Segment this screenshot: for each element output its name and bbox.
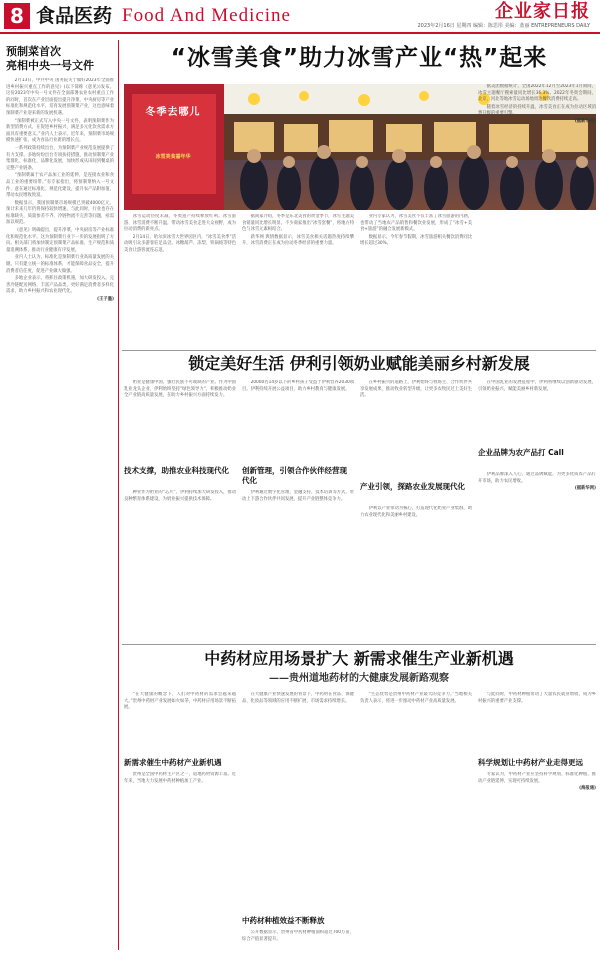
article2-paragraph: 伊利品牌深入人心，通过品牌赋能，为更多优质农产品打开市场，助力农民增收。 <box>478 472 596 484</box>
article-separator <box>122 644 596 645</box>
sidebar-headline-line1: 预制菜首次 <box>6 45 61 58</box>
article2-column-3 <box>360 380 472 480</box>
article1-paragraph: 业内专家认为，冰雪美食不仅丰富了冰雪旅游的内涵，也带动了当地农产品销售和餐饮业发展，形成了“冰雪+美食+旅游”的融合发展新模式。 <box>360 214 472 233</box>
section-title-en: Food And Medicine <box>122 5 291 26</box>
article2-paragraph: 在乡村振兴的道路上，伊利始终与牧场主、合作伙伴共享发展成果，推动牧业转型升级，让更多农牧民过上美好生活。 <box>360 380 472 399</box>
article3-paragraph: “生态优势是贵州中药材产业最大的竞争力。”当地相关负责人表示，将进一步推动中药材产业高质量发展。 <box>360 692 472 704</box>
sidebar-paragraph: 一系列政策持续出台，为预制菜产业规范发展提供了有力支撑。多地纷纷出台专项扶持措施，推动预制菜产业集群化、标准化、品牌化发展，加快形成从田间到餐桌的完整产业链条。 <box>6 145 114 171</box>
newspaper-brand: 企业家日报 <box>495 1 590 22</box>
sidebar-headline <box>6 45 114 73</box>
article3-column-2b <box>242 930 354 950</box>
article2-paragraph: 伊利以产业带动为核心，打造现代化奶业产业集群，助力农业现代化和美丽乡村建设。 <box>360 506 472 518</box>
article2-paragraph: 奶业是健康中国、强壮民族不可或缺的产业。作为中国乳业龙头企业，伊利始终坚持“绿色领导力”，积极推动奶业全产业链高质量发展，在助力乡村振兴方面持续发力。 <box>124 380 236 399</box>
article2-paragraph: 20000名14岁以下的乡村孩子受益于伊利营养2030项目。伊利持续开展公益项目，助力乡村教育与健康发展。 <box>242 380 354 392</box>
sidebar-paragraph: 《意见》明确提出，提升净菜、中央厨房等产业标准化和规范化水平。这为预制菜行业下一步的发展指明了方向。相关部门将加快制定预制菜产品标准、生产规范和质量追溯体系，推动行业健康有序发展。 <box>6 228 114 253</box>
article2-column-4b <box>478 472 596 640</box>
article2-column-1b <box>124 490 236 640</box>
sidebar-paragraph: 2月13日，中共中央 国务院关于做好2023年全面推进乡村振兴重点工作的意见》(以下简称《意见》)发布。这份2023年中央一号文件在全面部署农业农村重点工作的同时，首次在产业层面提出提升净菜、中央厨房等产业标准化和规范化水平，培育发展预制菜产业，这也意味着预制菜产业迎来新的发展机遇。 <box>6 78 114 116</box>
article1-paragraph: 随着冰雪经济的持续升温，冰雪美食正在成为拉动区域消费升级的重要引擎。 <box>478 104 596 117</box>
article1-byline: (据新华网) <box>574 118 596 124</box>
article1-column-2 <box>242 214 354 348</box>
article2-column-4 <box>478 380 596 446</box>
article3-column-1b <box>124 772 236 948</box>
article2-column-2 <box>242 380 354 464</box>
sidebar-paragraph: 多地企业表示，将抓住政策机遇，加大研发投入，完善冷链配送网络，丰富产品品类，更好满足消费者多样化需求，助力乡村振兴和农业现代化。 <box>6 276 114 295</box>
masthead <box>0 0 600 34</box>
article1-headline: “冰雪美食”助力冰雪产业“热”起来 <box>170 45 548 71</box>
sidebar-headline-line2: 亮相中央一号文件 <box>6 59 94 72</box>
article3-column-4 <box>478 692 596 752</box>
article3-column-2 <box>242 692 354 914</box>
article3-headline: 中药材应用场景扩大 新需求催生产业新机遇 <box>204 649 514 668</box>
article2-paragraph: 种业作为奶业的“芯片”，伊利持续加大研发投入，推动良种繁育体系建设，为奶业振兴提供技术保障。 <box>124 490 236 502</box>
article3-paragraph: 在大健康产业快速发展的背景下，中药材在食品、保健品、化妆品等领域的应用不断扩展，市场需求持续增长。 <box>242 692 354 704</box>
article2-column-2b <box>242 490 354 640</box>
article1-column-1 <box>124 214 236 348</box>
article2-paragraph: 在中国乳业的发展征程中，伊利将继续以创新驱动发展，引领奶业振兴，赋能美丽乡村新发展。 <box>478 380 596 392</box>
article3-column-4b <box>478 772 596 948</box>
article3-subheadline: ——贵州道地药材的大健康发展新路观察 <box>269 673 449 684</box>
article1-column-3 <box>360 214 472 348</box>
sidebar-body <box>6 78 114 942</box>
article3-column-1 <box>124 692 236 754</box>
article2-subhead-1: 技术支撑，助推农业科技现代化 <box>124 466 229 475</box>
article1-paragraph: 数据显示，今年春节假期，冰雪旅游相关餐饮消费同比增长超过30%。 <box>360 234 472 247</box>
sidebar-paragraph: 数据显示，我国预制菜市场规模已突破4000亿元，预计未来几年仍将保持较快增速。与此同时，行业也存在标准缺失、质量参差不齐、冷链物流不完善等问题，亟需加以规范。 <box>6 200 114 226</box>
article1-paragraph: 据商家介绍，冬季是东北美食的黄金季节，冰雪主题美食销量同比增长明显。不少商家推出“冰雪套餐”，将地方特色与冰雪元素相结合。 <box>242 214 354 233</box>
sidebar-divider <box>118 40 119 950</box>
article1-paragraph: 据美团数据统计，全国2022年12月至2023年1月期间，冰雪主题餐厅搜索量同比增长36.3%。2022年冬奥会期间，北京、河北等地冰雪运动场地周边餐饮消费持续走高。 <box>478 84 596 103</box>
article3-paragraph: 专家认为，中药材产业应坚持科学规划、标准化种植，推动产业链延伸，实现可持续发展。 <box>478 772 596 784</box>
article2-subhead-2: 创新管理，引领合作伙伴经营现代化 <box>242 466 347 485</box>
article2-column-1 <box>124 380 236 464</box>
article2-headline: 锁定美好生活 伊利引领奶业赋能美丽乡村新发展 <box>188 354 530 373</box>
article2-byline: (据新华网) <box>574 486 596 492</box>
photo-sign-text: 冬季去哪儿 <box>145 107 201 118</box>
section-title-cn: 食品医药 <box>36 5 113 27</box>
sidebar-paragraph: “预制菜属于农产品加工业的延伸，是连接农业和食品工业的重要纽带。”有专家指出，将预制菜纳入一号文件，意在通过标准化、规范化建设，提升农产品附加值，带动农民增收致富。 <box>6 173 114 199</box>
article3-subhead-4: 科学规划让中药材产业走得更远 <box>478 758 583 767</box>
article-separator <box>122 350 596 351</box>
article2-column-3b <box>360 506 472 640</box>
sidebar-byline: (王子墨) <box>97 297 114 302</box>
dateline: 2023年2月16日 星期四 编辑：陈思彤 美编：蓝丽 ENTREPRENEURS DAILY <box>417 23 590 29</box>
article3-byline: (海报通) <box>579 786 596 792</box>
article1-paragraph: 新华网 舆情数据显示，冰雪美食相关话题热度持续攀升，冰雪消费正在成为拉动冬季经济的重要力量。 <box>242 234 354 247</box>
article2-subhead-4: 企业品牌为农产品打 Call <box>478 448 564 457</box>
article3-subhead-2: 中药材种植效益不断释放 <box>242 916 325 925</box>
article3-column-3 <box>360 692 472 948</box>
article3-paragraph: 与此同时，中药材种植带动了大量农民就业增收，成为乡村振兴的重要产业支撑。 <box>478 692 596 704</box>
photo-caption: 冰雪美食嘉年华 <box>155 154 191 160</box>
article1-paragraph: 冰雪运动热度未减，冬奥遗产持续释放红利。冰雪旅游、冰雪消费不断升温，带动冰雪美食走进大众视野，成为拉动消费的新亮点。 <box>124 214 236 233</box>
sidebar-paragraph: 业内人士认为，标准化是预制菜行业高质量发展的关键。只有建立统一的标准体系，才能保障食品安全，提升消费者信任度，促进产业做大做强。 <box>6 255 114 274</box>
article3-paragraph: 贵州是全国中药材主产区之一，道地药材资源丰富。近年来，当地大力发展中药材种植加工产业。 <box>124 772 236 784</box>
article1-paragraph: 2月14日，哈尔滨冰雪大世界园区内，“冰雪美食季”活动吸引众多游客驻足品尝。冰糖葫芦、冻梨、铁锅炖等特色美食让游客流连忘返。 <box>124 234 236 253</box>
article3-paragraph: 公开数据显示，贵州省中药材种植面积超过700万亩，综合产值显著提升。 <box>242 930 354 942</box>
page-number: 8 <box>4 3 30 29</box>
article2-subhead-3: 产业引领，探路农业发展现代化 <box>360 482 465 491</box>
article3-paragraph: “在大健康的概念下，人们对中药材的需求会越来越大。”贵州中药材产业发展如火如荼，中药材应用场景不断拓展。 <box>124 692 236 711</box>
article2-paragraph: 伊利通过数字化管理、金融支持、技术培训等方式，带动上下游合作伙伴共同发展，提升产业链整体竞争力。 <box>242 490 354 502</box>
article1-column-4 <box>478 84 596 348</box>
article3-subhead-1: 新需求催生中药材产业新机遇 <box>124 758 222 767</box>
sidebar-paragraph: “预制菜被正式写入中央一号文件，表明预制菜作为新型消费方式，在促进乡村振兴、满足多元化饮食需求方面具有重要意义。”业内人士表示，近年来，预制菜市场规模快速扩张，成为食品行业新的增长点。 <box>6 118 114 144</box>
